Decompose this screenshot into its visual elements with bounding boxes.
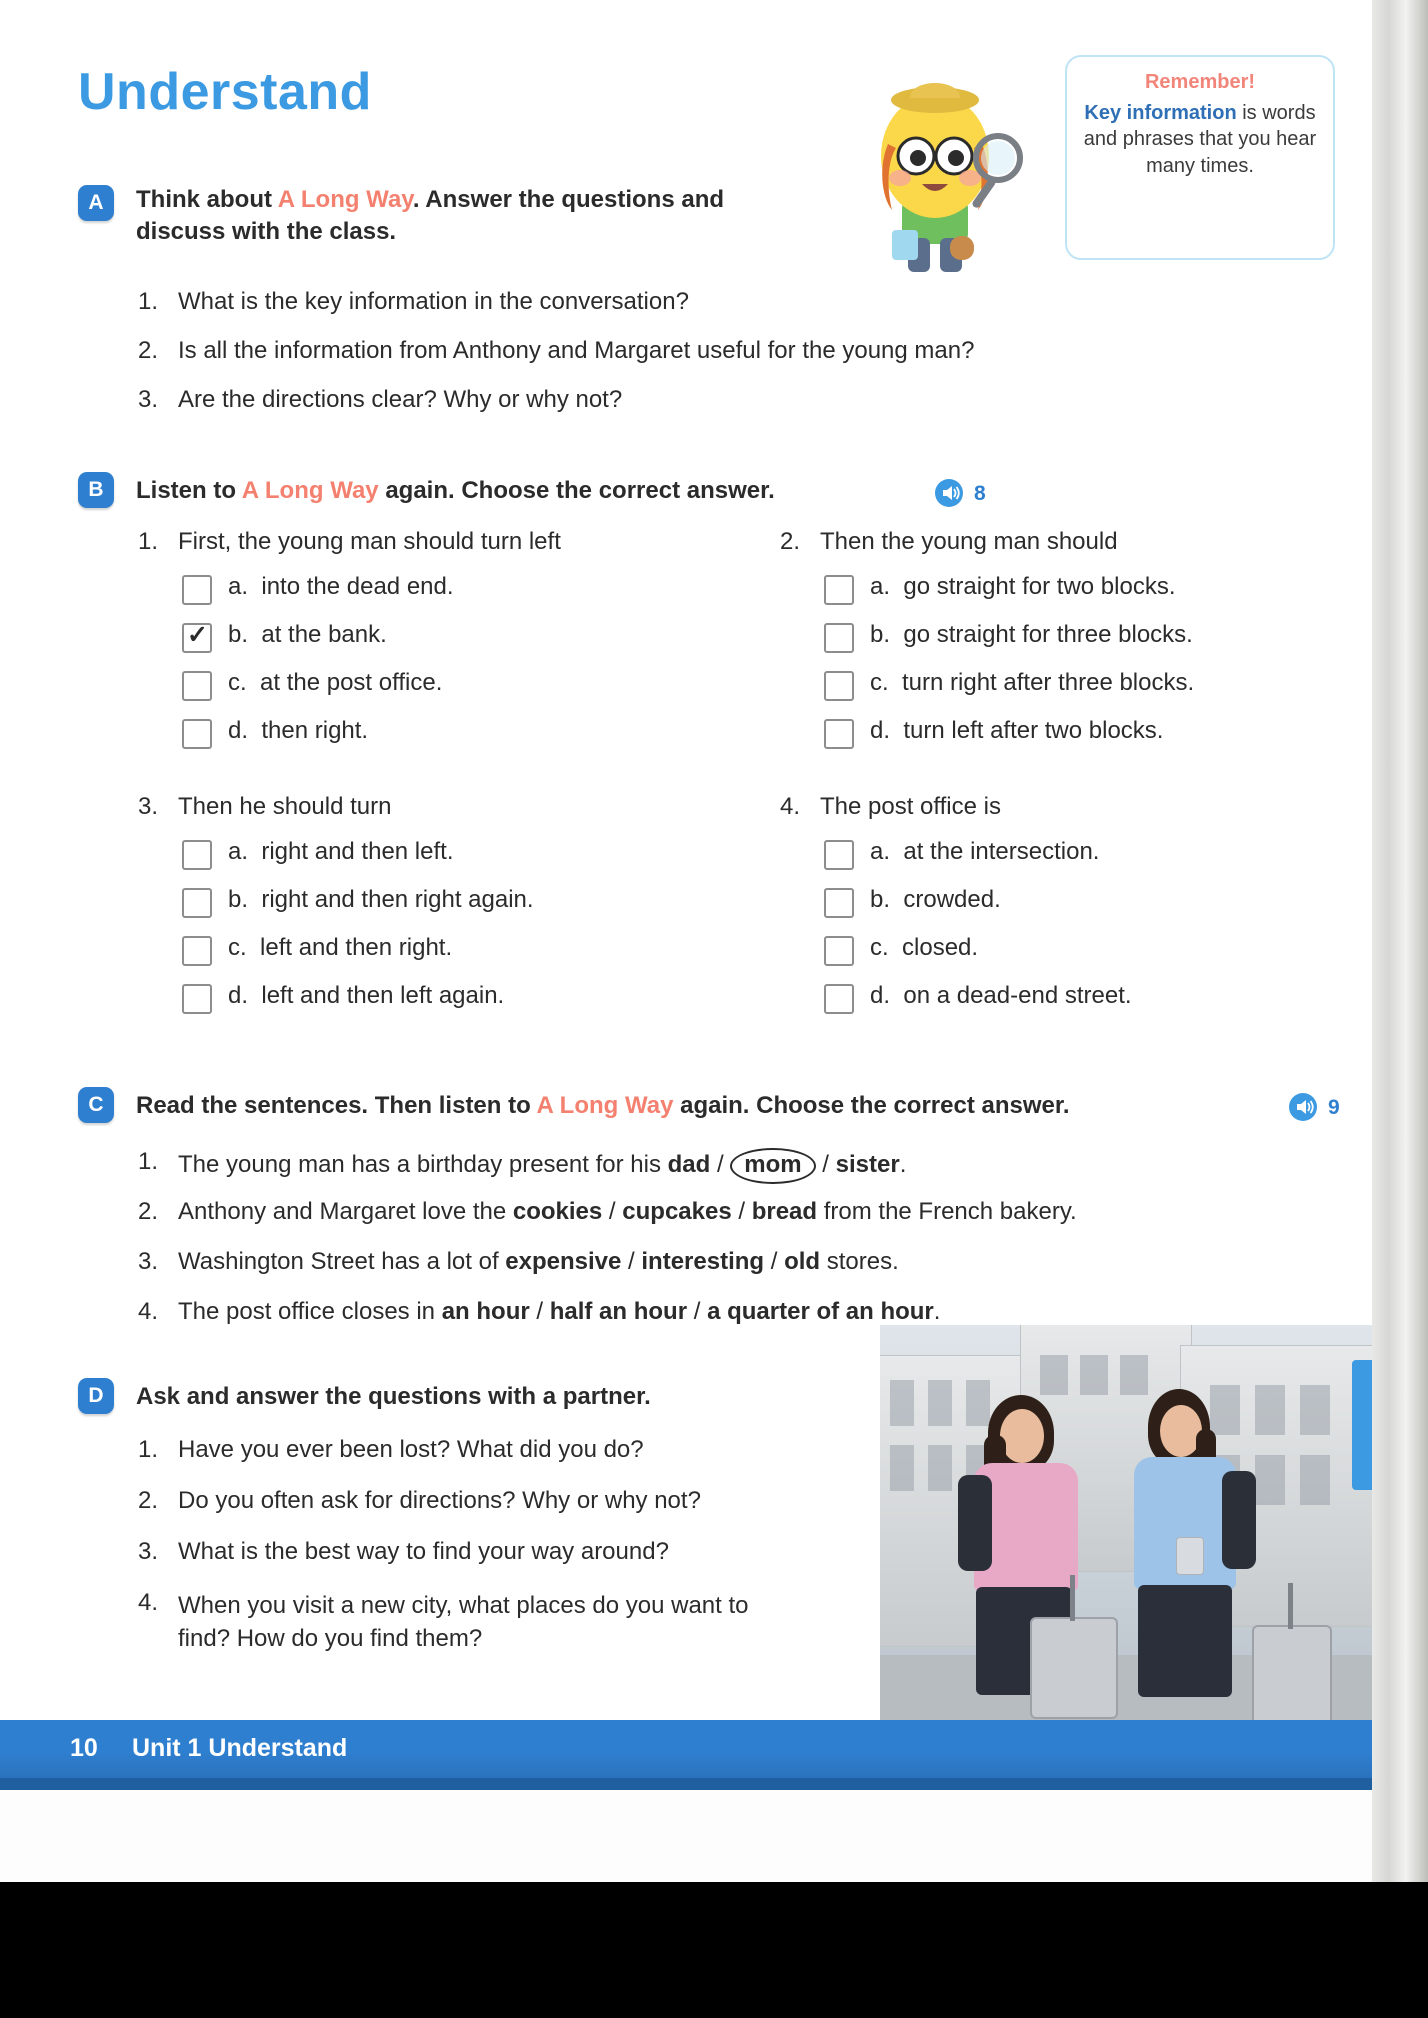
checkbox-option[interactable] [824,671,854,701]
background-bottom [0,1882,1428,2018]
option-label [870,573,1175,601]
option-letter: b. [870,886,891,913]
sentence-post: stores. [820,1248,899,1275]
option-letter: d. [870,717,891,744]
option-label [228,982,504,1010]
choice-option[interactable]: cookies [512,1198,603,1225]
mascot-illustration [830,48,1040,278]
choice-option[interactable]: bread [751,1198,818,1225]
choice-option[interactable]: expensive [505,1248,622,1275]
option-letter: a. [870,838,891,865]
suitcase-right [1252,1625,1332,1725]
option-text: right and then left. [261,838,454,865]
option-label [870,934,978,962]
checkbox-option[interactable] [824,936,854,966]
section-a-instruction-pre: Think about [136,186,278,213]
option-letter: c. [870,934,889,961]
section-c-title-ref: A Long Way [536,1092,674,1119]
sentence-choice-row[interactable]: Anthony and Margaret love the cookies / cupcakes / bread from the French bakery. [178,1198,1077,1225]
option-letter: c. [228,934,247,961]
option-label [870,717,1163,745]
item-number: 2. [138,337,159,364]
question-stem: First, the young man should turn left [178,528,561,555]
option-letter: c. [228,669,247,696]
section-c-instruction-pre: Read the sentences. Then listen to [136,1092,537,1119]
checkbox-option[interactable] [824,840,854,870]
option-text: at the bank. [261,621,387,648]
option-letter: b. [228,886,249,913]
sentence-post: from the French bakery. [817,1198,1077,1225]
option-label [228,886,534,914]
checkbox-option[interactable] [824,623,854,653]
remember-callout [1065,55,1335,260]
option-letter: d. [870,982,891,1009]
option-letter: b. [870,621,891,648]
section-b-title-ref: A Long Way [241,477,379,504]
checkbox-option-checked[interactable] [182,623,212,653]
question-stem: Then he should turn [178,793,392,820]
option-letter: a. [228,838,249,865]
choice-option[interactable]: cupcakes [622,1198,732,1225]
suitcase [1030,1617,1118,1719]
choice-option[interactable]: sister [835,1151,900,1178]
sentence-choice-row[interactable]: Washington Street has a lot of expensive / interesting / old stores. [178,1248,899,1275]
option-letter: d. [228,982,249,1009]
list-item: Is all the information from Anthony and Margaret useful for the young man? [178,337,975,364]
sentence-choice-row[interactable]: The post office closes in an hour / half an hour / a quarter of an hour. [178,1298,941,1325]
list-item: Are the directions clear? Why or why not? [178,386,623,413]
section-badge-d: D [78,1378,114,1414]
remember-title: Remember! [1144,71,1256,93]
checkbox-option[interactable] [824,984,854,1014]
option-text: into the dead end. [261,573,454,600]
list-item: Have you ever been lost? What did you do? [178,1436,644,1463]
option-text: closed. [902,934,979,961]
footer-page-number: 10 [70,1734,98,1762]
section-badge-a: A [78,185,114,221]
item-number: 1. [138,1148,159,1175]
option-letter: b. [228,621,249,648]
checkbox-option[interactable] [824,575,854,605]
option-label [870,982,1132,1010]
item-number: 4. [780,793,801,820]
item-number: 2. [138,1198,159,1225]
checkbox-option[interactable] [182,936,212,966]
item-number: 1. [138,528,159,555]
option-text: on a dead-end street. [903,982,1132,1009]
option-text: left and then right. [260,934,453,961]
option-label [870,886,1001,914]
section-d-instruction: Ask and answer the questions with a partner. [136,1383,651,1410]
option-text: right and then right again. [261,886,534,913]
question-stem: The post office is [820,793,1001,820]
item-number: 3. [138,1538,159,1565]
section-a-title-ref: A Long Way [277,186,413,213]
sentence-post: . [899,1151,907,1178]
footer-label: Unit 1 Understand [132,1734,348,1762]
item-number: 4. [138,1298,159,1325]
option-label [228,717,368,745]
sentence-pre: The post office closes in [178,1298,442,1325]
list-item: Do you often ask for directions? Why or why not? [178,1487,701,1514]
audio-track-number: 9 [1328,1096,1340,1119]
item-number: 3. [138,793,159,820]
list-item: What is the best way to find your way around? [178,1538,669,1565]
checkbox-option[interactable] [182,984,212,1014]
section-badge-c: C [78,1087,114,1123]
option-label [870,838,1099,866]
choice-option[interactable]: old [784,1248,821,1275]
option-text: then right. [261,717,369,744]
checkbox-option[interactable] [182,671,212,701]
item-number: 1. [138,288,159,315]
choice-option[interactable]: dad [667,1151,711,1178]
option-letter: c. [870,669,889,696]
sentence-post: . [933,1298,941,1325]
choice-option[interactable]: a quarter of an hour [707,1298,934,1325]
remember-body [1083,100,1317,179]
section-a-instruction-post: . Answer the questions and discuss with the class. [136,186,725,246]
page-side-tab [1352,1360,1372,1490]
footer-accent-bar [0,1778,1372,1790]
question-stem: Then the young man should [820,528,1118,555]
choice-option[interactable]: half an hour [549,1298,688,1325]
checkbox-option[interactable] [182,840,212,870]
choice-option[interactable]: an hour [441,1298,530,1325]
list-item: When you visit a new city, what places do you want to find? How do you find them? [178,1592,749,1653]
section-badge-b: B [78,472,114,508]
page-bottom-margin [0,1790,1372,1882]
checkbox-option[interactable] [824,888,854,918]
checkbox-option[interactable] [182,719,212,749]
option-letter: a. [228,573,249,600]
section-b-instruction [136,475,775,507]
option-text: at the intersection. [903,838,1100,865]
remember-rest: is words and phrases that you hear many times. [1083,102,1317,177]
option-text: crowded. [903,886,1001,913]
option-label [228,669,442,697]
sentence-pre: Anthony and Margaret love the [178,1198,513,1225]
section-c-instruction-post: again. Choose the correct answer. [673,1092,1070,1119]
option-label [228,573,454,601]
item-number: 4. [138,1589,159,1616]
checkbox-option[interactable] [824,719,854,749]
checkbox-option[interactable] [182,888,212,918]
option-text: at the post office. [260,669,443,696]
option-label [870,669,1194,697]
option-text: turn left after two blocks. [903,717,1164,744]
option-text: left and then left again. [261,982,505,1009]
section-b-instruction-post: again. Choose the correct answer. [378,477,775,504]
item-number: 3. [138,386,159,413]
sentence-pre: Washington Street has a lot of [178,1248,506,1275]
option-label [228,838,454,866]
sentence-pre: The young man has a birthday present for his [178,1151,668,1178]
choice-option-selected[interactable]: mom [730,1148,815,1184]
item-number: 1. [138,1436,159,1463]
option-text: go straight for two blocks. [903,573,1176,600]
speaker-icon[interactable] [1288,1092,1318,1122]
option-label [870,621,1193,649]
item-number: 2. [138,1487,159,1514]
option-text: go straight for three blocks. [903,621,1193,648]
page-title: Understand [78,63,372,121]
speaker-icon[interactable] [934,478,964,508]
option-letter: d. [228,717,249,744]
check-icon: ✓ [187,621,208,649]
book-page-edge [1372,0,1428,1882]
checkbox-option[interactable] [182,575,212,605]
remember-key-term: Key information [1084,102,1237,124]
choice-option[interactable]: interesting [641,1248,765,1275]
section-c-instruction [136,1090,1070,1122]
section-b-instruction-pre: Listen to [136,477,242,504]
option-label [228,934,452,962]
list-item: What is the key information in the conversation? [178,288,689,315]
city-photo [880,1325,1372,1727]
sentence-choice-row[interactable]: The young man has a birthday present for his dad / mom / sister. [178,1148,906,1184]
option-label [228,621,387,649]
audio-track-number: 8 [974,482,986,505]
section-a-instruction [136,184,796,249]
item-number: 2. [780,528,801,555]
item-number: 3. [138,1248,159,1275]
option-letter: a. [870,573,891,600]
option-text: turn right after three blocks. [902,669,1195,696]
